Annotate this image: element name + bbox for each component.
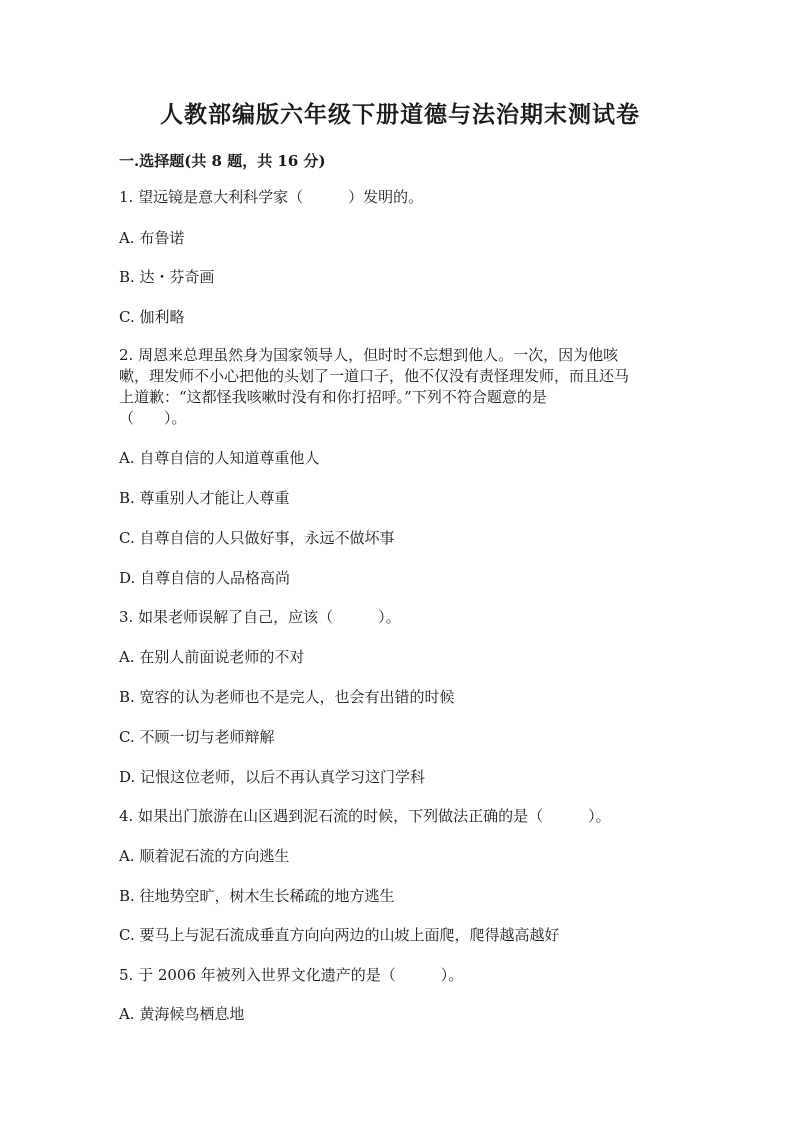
question-3-stem: 3. 如果老师误解了自己，应该（ ）。 (119, 608, 401, 626)
question-2-option-a: A. 自尊自信的人知道尊重他人 (119, 449, 320, 467)
question-4-option-c: C. 要马上与泥石流成垂直方向向两边的山坡上面爬，爬得越高越好 (119, 926, 560, 944)
question-4-option-b: B. 往地势空旷，树木生长稀疏的地方逃生 (119, 887, 395, 905)
question-2-stem-line: （ ）。 (119, 409, 187, 427)
question-1-stem: 1. 望远镜是意大利科学家（ ）发明的。 (119, 188, 424, 206)
question-4-stem: 4. 如果出门旅游在山区遇到泥石流的时候，下列做法正确的是（ ）。 (119, 807, 611, 825)
question-2-stem (119, 345, 679, 429)
question-1-option-a: A. 布鲁诺 (119, 229, 185, 247)
question-2-option-d: D. 自尊自信的人品格高尚 (119, 569, 291, 587)
question-2-stem-line: 嗽，理发师不小心把他的头划了一道口子，他不仅没有责怪理发师，而且还马 (119, 367, 630, 385)
question-2-stem-line: 上道歉：“这都怪我咳嗽时没有和你打招呼。”下列不符合题意的是 (119, 388, 547, 406)
page-title: 人教部编版六年级下册道德与法治期末测试卷 (160, 101, 640, 128)
question-2-option-b: B. 尊重别人才能让人尊重 (119, 489, 290, 507)
section-heading: 一.选择题(共 8 题，共 16 分) (119, 152, 326, 170)
question-3-option-a: A. 在别人前面说老师的不对 (119, 648, 305, 666)
question-1-option-c: C. 伽利略 (119, 308, 185, 326)
question-2-option-c: C. 自尊自信的人只做好事，永远不做坏事 (119, 529, 395, 547)
question-3-option-d: D. 记恨这位老师，以后不再认真学习这门学科 (119, 768, 426, 786)
question-5-option-a: A. 黄海候鸟栖息地 (119, 1005, 245, 1023)
question-5-stem: 5. 于 2006 年被列入世界文化遗产的是（ ）。 (119, 966, 464, 984)
question-3-option-c: C. 不顾一切与老师辩解 (119, 728, 275, 746)
question-2-stem-line: 2. 周恩来总理虽然身为国家领导人，但时时不忘想到他人。一次，因为他咳 (119, 346, 619, 364)
question-4-option-a: A. 顺着泥石流的方向逃生 (119, 847, 290, 865)
question-3-option-b: B. 宽容的认为老师也不是完人，也会有出错的时候 (119, 688, 455, 706)
question-1-option-b: B. 达・芬奇画 (119, 268, 215, 286)
